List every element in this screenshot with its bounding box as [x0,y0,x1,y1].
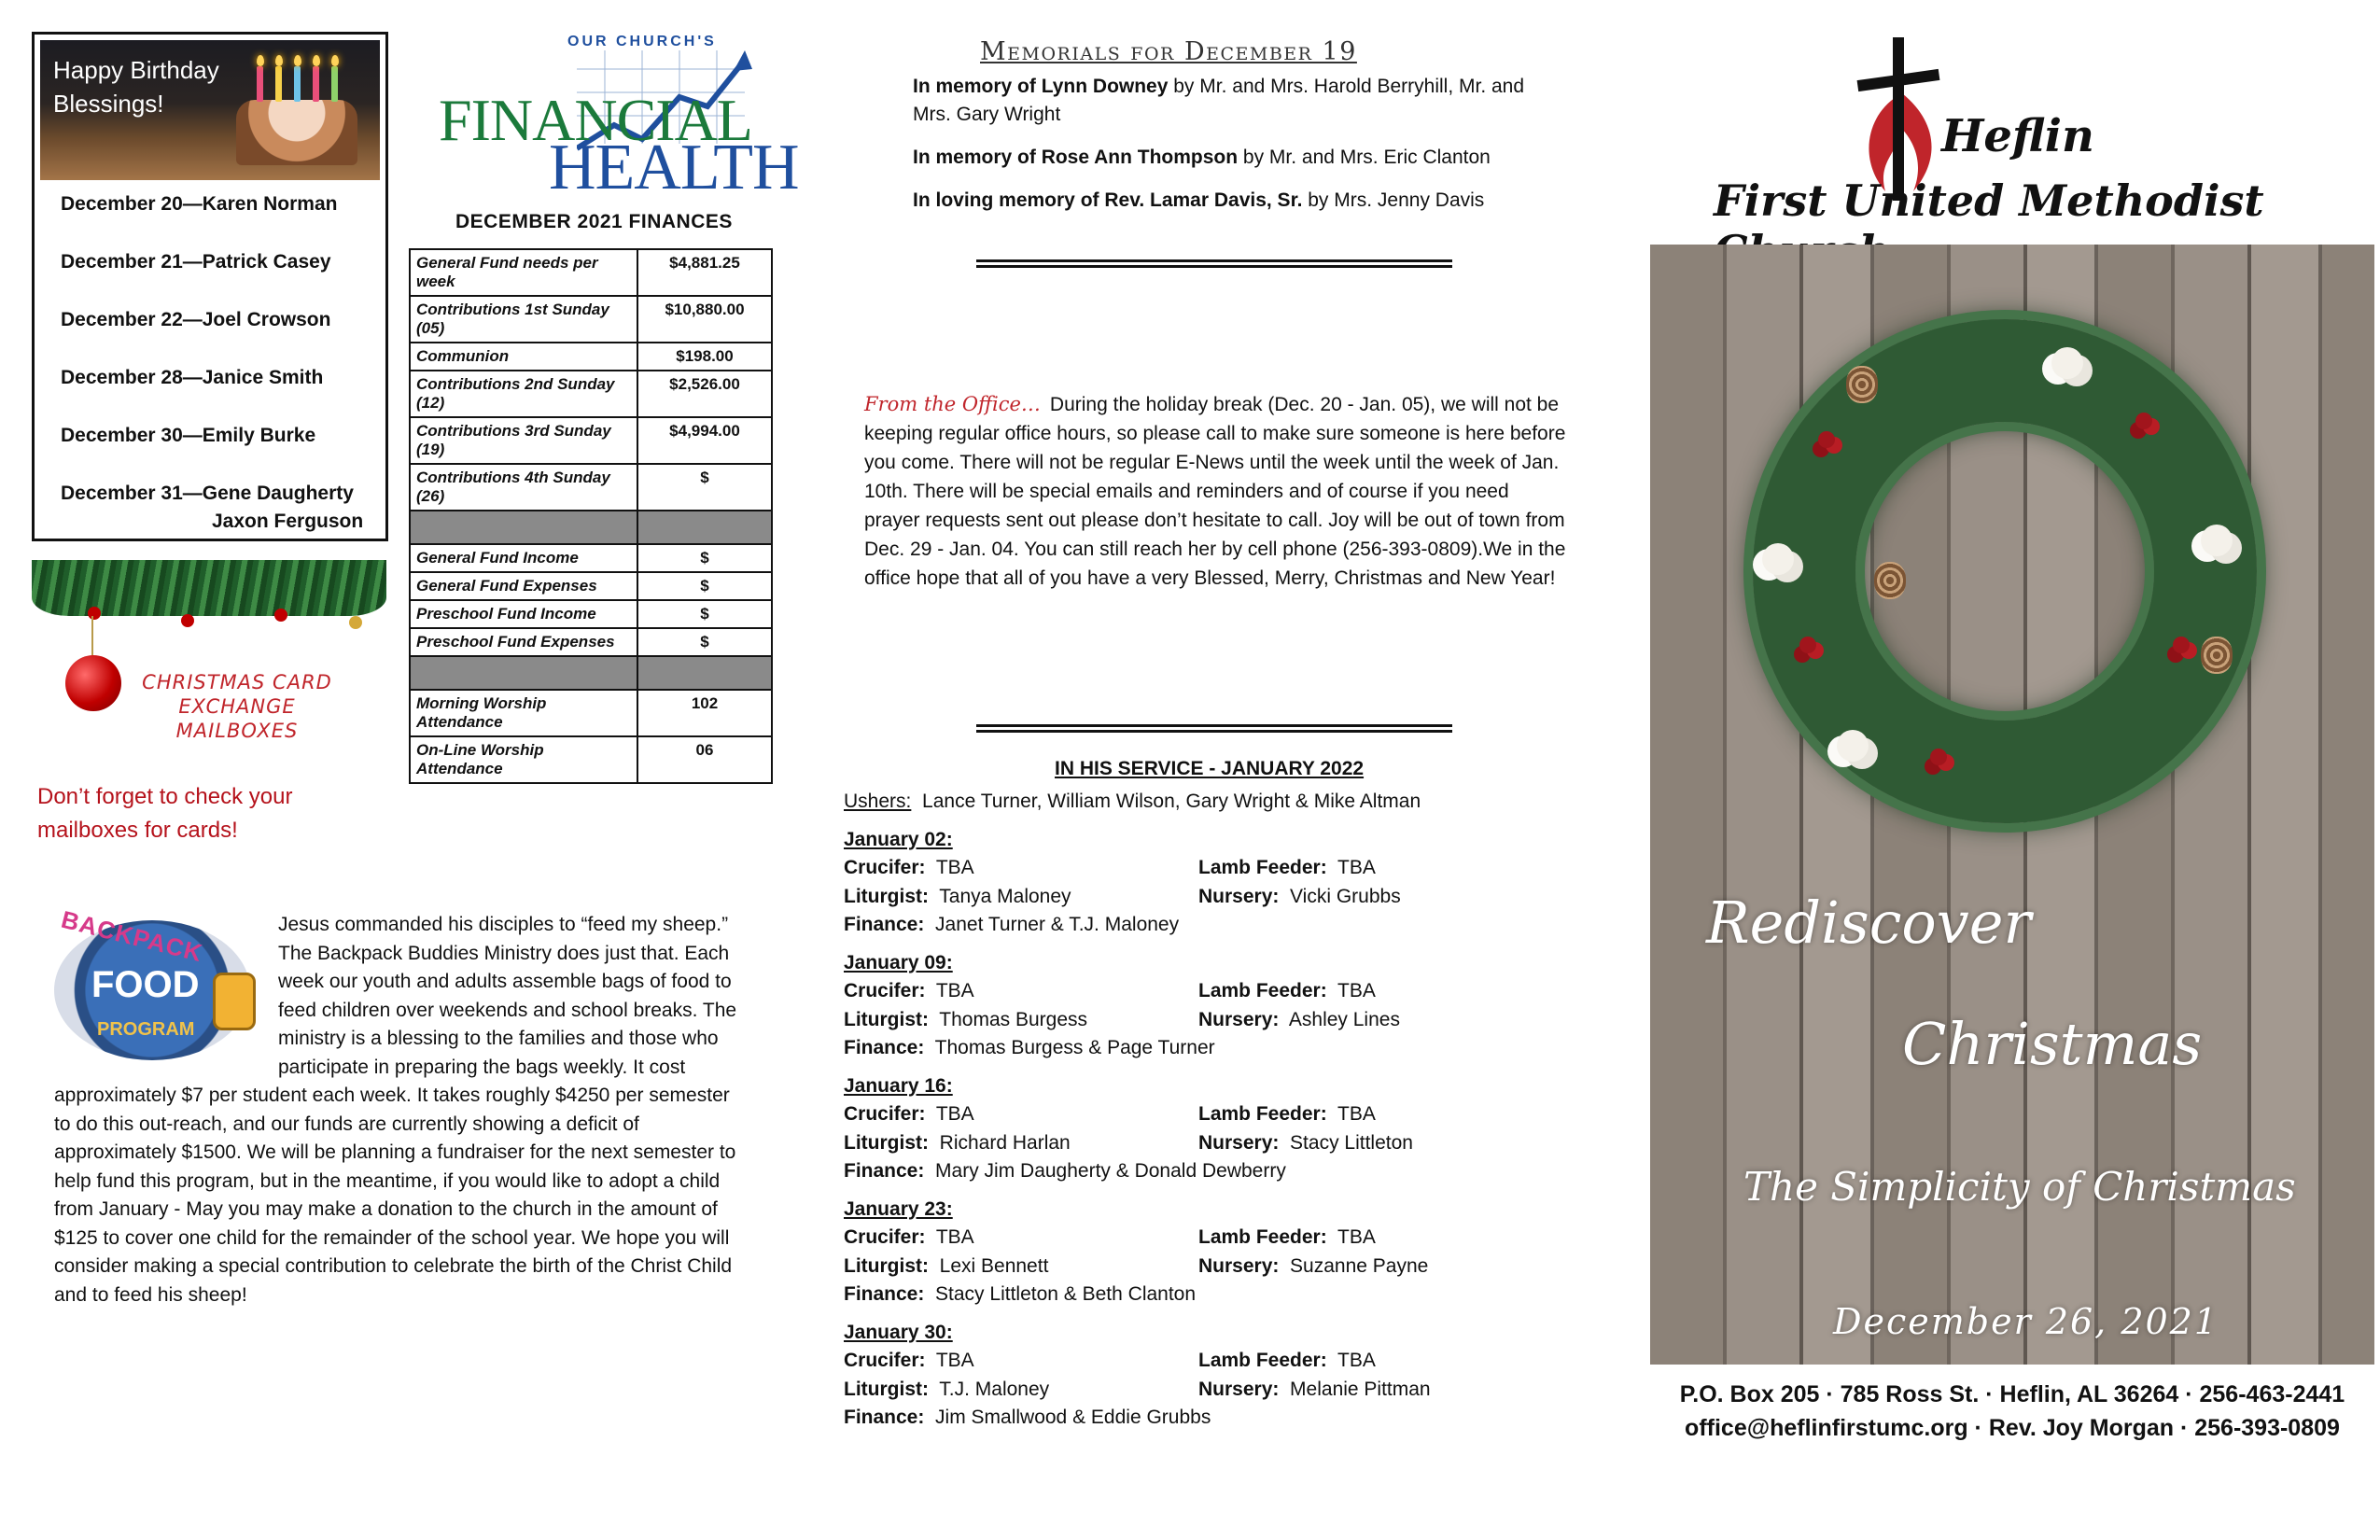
table-row [410,296,772,343]
card-reminder: Don’t forget to check your mailboxes for cards! [37,784,293,843]
crucifer-label: Crucifer: [844,1103,926,1125]
row-label: Contributions 1st Sunday (05) [410,296,637,343]
crucifer-value: TBA [935,857,974,878]
row-value: $198.00 [637,343,772,371]
table-divider-row [410,656,772,690]
crucifer-label: Crucifer: [844,1226,926,1248]
nursery-label: Nursery: [1198,1131,1280,1154]
lamb-label: Lamb Feeder: [1198,1103,1327,1125]
finance-label: Finance: [844,1037,925,1058]
row-label: General Fund Expenses [410,572,637,600]
contact-address: P.O. Box 205 · 785 Ross St. · Heflin, AL 36264 · 256-463-2441 [1679,1381,2345,1407]
nursery-label: Nursery: [1198,1008,1280,1030]
service-date: January 09: [844,951,953,973]
crucifer-label: Crucifer: [844,857,926,878]
candle-icon [275,66,282,102]
logo-backpack: BACKPACK [58,904,206,968]
table-row [410,417,772,464]
crucifer-label: Crucifer: [844,1350,926,1371]
pinecone-icon [1846,366,1878,403]
table-row [410,343,772,371]
crucifer-value: TBA [935,1226,974,1248]
service-date: January 30: [844,1321,953,1343]
service-row [844,1404,1553,1433]
table-row [410,600,772,628]
table-row [410,544,772,572]
contact-email[interactable]: office@heflinfirstumc.org · Rev. Joy Morgan · 256-393-0809 [1685,1415,2340,1441]
memorial-name: In memory of Lynn Downey [913,76,1169,97]
snow-icon [1762,543,1794,575]
row-label: Contributions 2nd Sunday (12) [410,371,637,417]
ushers-line [844,788,1553,817]
backpack-article [54,904,750,1309]
nursery-value: Suzanne Payne [1290,1254,1429,1277]
birthday-item: December 21—Patrick Casey [61,251,331,273]
table-row [410,464,772,511]
christmas-card-graphic [32,560,386,756]
liturgist-value: Thomas Burgess [939,1008,1088,1030]
service-row [844,1347,1553,1376]
row-value: $ [637,628,772,656]
snow-icon [2201,525,2233,556]
office-notice [864,390,1570,593]
lamb-value: TBA [1337,980,1376,1001]
row-value: $ [637,464,772,511]
snow-icon [2051,347,2083,379]
crucifer-value: TBA [935,1350,974,1371]
finance-label: Finance: [844,1283,925,1305]
lamb-value: TBA [1337,857,1376,878]
service-date: January 23: [844,1197,953,1220]
memorial-name: In memory of Rose Ann Thompson [913,147,1239,168]
financial-health-logo [437,34,799,203]
logo-health: HEALTH [549,132,799,203]
lamb-label: Lamb Feeder: [1198,857,1327,878]
berry-icon [1818,431,1835,448]
office-lead: From the Office… [864,393,1041,415]
finance-value: Stacy Littleton & Beth Clanton [935,1283,1197,1305]
ushers-names: Lance Turner, William Wilson, Gary Wright & Mike Altman [922,791,1421,812]
lamb-label: Lamb Feeder: [1198,980,1327,1001]
liturgist-label: Liturgist: [844,1008,929,1030]
berry-icon [1930,749,1947,765]
liturgist-label: Liturgist: [844,885,929,907]
crucifer-label: Crucifer: [844,980,926,1001]
table-row [410,371,772,417]
finances-table [409,248,773,784]
memorial-donor: by Mrs. Jenny Davis [1302,189,1485,211]
liturgist-label: Liturgist: [844,1254,929,1277]
service-row [844,1281,1553,1309]
service-row [844,977,1553,1006]
lamb-value: TBA [1337,1350,1376,1371]
lamb-value: TBA [1337,1226,1376,1248]
lamb-label: Lamb Feeder: [1198,1226,1327,1248]
row-label: Contributions 4th Sunday (26) [410,464,637,511]
logo-ours: OUR CHURCH'S [567,34,717,49]
memorials-title: Memorials for December 19 [980,37,1357,66]
service-row [844,1253,1553,1281]
finances-heading: DECEMBER 2021 FINANCES [455,211,733,232]
nursery-value: Vicki Grubbs [1290,885,1401,907]
cover-simplicity: The Simplicity of Christmas [1743,1164,2296,1210]
candle-icon [257,66,263,102]
memorial-donor: by Mr. and Mrs. Eric Clanton [1238,147,1491,168]
ornament-icon [65,655,121,711]
row-label: Contributions 3rd Sunday (19) [410,417,637,464]
service-row [844,883,1553,912]
logo-program: PROGRAM [97,1019,195,1040]
birthday-title: Happy Birthday Blessings! [53,56,219,118]
finance-value: Mary Jim Daugherty & Donald Dewberry [935,1160,1286,1182]
berry-icon [1799,637,1816,653]
service-row [844,854,1553,883]
row-value: $ [637,600,772,628]
card-exchange-text: CHRISTMAS CARD EXCHANGE MAILBOXES [142,671,332,742]
finance-label: Finance: [844,1160,925,1182]
liturgist-value: Lexi Bennett [939,1254,1049,1277]
memorial-item [913,144,1566,172]
row-label: Preschool Fund Income [410,600,637,628]
crucifer-value: TBA [935,980,974,1001]
table-divider-row [410,511,772,544]
berry-icon [2135,413,2152,429]
flame-icon [275,55,283,66]
table-row [410,628,772,656]
logo-financial: FINANCIAL [439,87,752,153]
service-row [844,1034,1553,1063]
candle-icon [331,66,338,102]
service-row [844,1129,1553,1158]
nursery-value: Ashley Lines [1288,1008,1400,1030]
table-row [410,572,772,600]
row-label: Communion [410,343,637,371]
birthday-item: December 22—Joel Crowson [61,309,331,330]
nursery-label: Nursery: [1198,1378,1280,1400]
office-text: During the holiday break (Dec. 20 - Jan. 05), we will not be keeping regular office hours, so please call to make sure someone is here before you come. There will not be regular E-News until the week until the week of Jan. 10th. There will be special emails and reminders and of course if you need prayer requests sent out please don’t hesitate to call. Joy will be out of town from Dec. 29 - Jan. 04. You can still reach her by cell phone (256-393-0809).We in the office hope that all of you have a very Blessed, Merry, Christmas and New Year! [864,394,1566,589]
birthday-item: Jaxon Ferguson [212,511,364,532]
logo-food: FOOD [91,964,200,1005]
church-name: Heflin [1941,110,2094,162]
flame-icon [313,55,320,66]
church-subtitle: First United Methodist [1714,175,2264,226]
lamb-value: TBA [1337,1103,1376,1125]
service-row [844,911,1553,940]
finance-value: Janet Turner & T.J. Maloney [935,914,1180,935]
birthday-item: December 20—Karen Norman [61,193,338,215]
cover-date: December 26, 2021 [1833,1301,2219,1342]
table-row [410,690,772,736]
service-schedule [844,788,1553,1433]
pinecone-icon [1874,562,1906,599]
row-value: $4,881.25 [637,249,772,296]
row-label: On-Line Worship Attendance [410,736,637,783]
row-label: General Fund Income [410,544,637,572]
berry-icon [2173,637,2190,653]
cover-photo [1650,245,2374,1365]
divider [976,259,1452,268]
backpack-text: Jesus commanded his disciples to “feed my sheep.” The Backpack Buddies Ministry does just that. Each week our youth and adults assemble bags of food to feed children over weekends and school breaks. The ministry is a blessing to the families and those who participate in preparing the bags weekly. It cost approximately $7 per student each week. It takes roughly $4250 per semester to do this out-reach, and our funds are currently showing a deficit of approximately $1500. We will be planning a fundraiser for the next semester to help fund this program, but in the meantime, if you would like to adopt a child from January - May you may make a donation to the church in the amount of $125 to cover one child for the remainder of the school year. We hope you will consider making a special contribution to celebrate the birth of the Christ Child and to feed his sheep! [54,914,737,1306]
birthday-box [32,32,388,541]
ushers-label: Ushers: [844,791,912,812]
candle-icon [313,66,319,102]
pinecone-icon [2201,637,2233,674]
row-label: Morning Worship Attendance [410,690,637,736]
row-label: General Fund needs per week [410,249,637,296]
row-value: $2,526.00 [637,371,772,417]
liturgist-label: Liturgist: [844,1378,929,1400]
birthday-item: December 31—Gene Daugherty [61,483,354,504]
service-row [844,1006,1553,1035]
service-row [844,1157,1553,1186]
nursery-label: Nursery: [1198,885,1280,907]
service-date: January 02: [844,828,953,850]
row-value: $ [637,544,772,572]
garland-beads [32,597,386,601]
flame-icon [331,55,339,66]
nursery-value: Melanie Pittman [1290,1378,1431,1400]
service-row [844,1100,1553,1129]
flame-icon [294,55,301,66]
crucifer-value: TBA [935,1103,974,1125]
memorial-item [913,187,1566,215]
liturgist-label: Liturgist: [844,1131,929,1154]
garland-icon [32,560,386,616]
nursery-label: Nursery: [1198,1254,1280,1277]
lamb-label: Lamb Feeder: [1198,1350,1327,1371]
birthday-cake-image [40,40,380,180]
service-row [844,1224,1553,1253]
memorial-donor: by Mr. and Mrs. Harold Berryhill, Mr. and Mrs. Gary Wright [913,76,1525,125]
candle-icon [294,66,301,102]
table-row [410,249,772,296]
backpack-logo-space [54,904,278,1079]
liturgist-value: Richard Harlan [939,1131,1071,1154]
birthday-item: December 28—Janice Smith [61,367,324,388]
row-label: Preschool Fund Expenses [410,628,637,656]
nursery-value: Stacy Littleton [1290,1131,1413,1154]
birthday-item: December 30—Emily Burke [61,425,316,446]
row-value: 06 [637,736,772,783]
service-title: IN HIS SERVICE - JANUARY 2022 [1055,758,1365,779]
liturgist-value: T.J. Maloney [939,1378,1050,1400]
row-value: $ [637,572,772,600]
memorial-name: In loving memory of Rev. Lamar Davis, Sr. [913,189,1303,211]
divider [976,724,1452,733]
service-date: January 16: [844,1074,953,1097]
row-value: $4,994.00 [637,417,772,464]
flame-icon [257,55,264,66]
row-value: $10,880.00 [637,296,772,343]
cover-rediscover: Rediscover [1706,889,2032,957]
finance-value: Jim Smallwood & Eddie Grubbs [935,1407,1211,1428]
finance-label: Finance: [844,1407,925,1428]
cake-icon [236,100,357,165]
finance-label: Finance: [844,914,925,935]
backpack-icon [213,973,256,1030]
service-row [844,1376,1553,1405]
finance-value: Thomas Burgess & Page Turner [934,1037,1215,1058]
cover-christmas: Christmas [1902,1010,2203,1078]
liturgist-value: Tanya Maloney [939,885,1071,907]
row-value: 102 [637,690,772,736]
table-row [410,736,772,783]
snow-icon [1837,730,1869,762]
memorial-item [913,73,1566,129]
wreath-icon [1753,319,2257,823]
